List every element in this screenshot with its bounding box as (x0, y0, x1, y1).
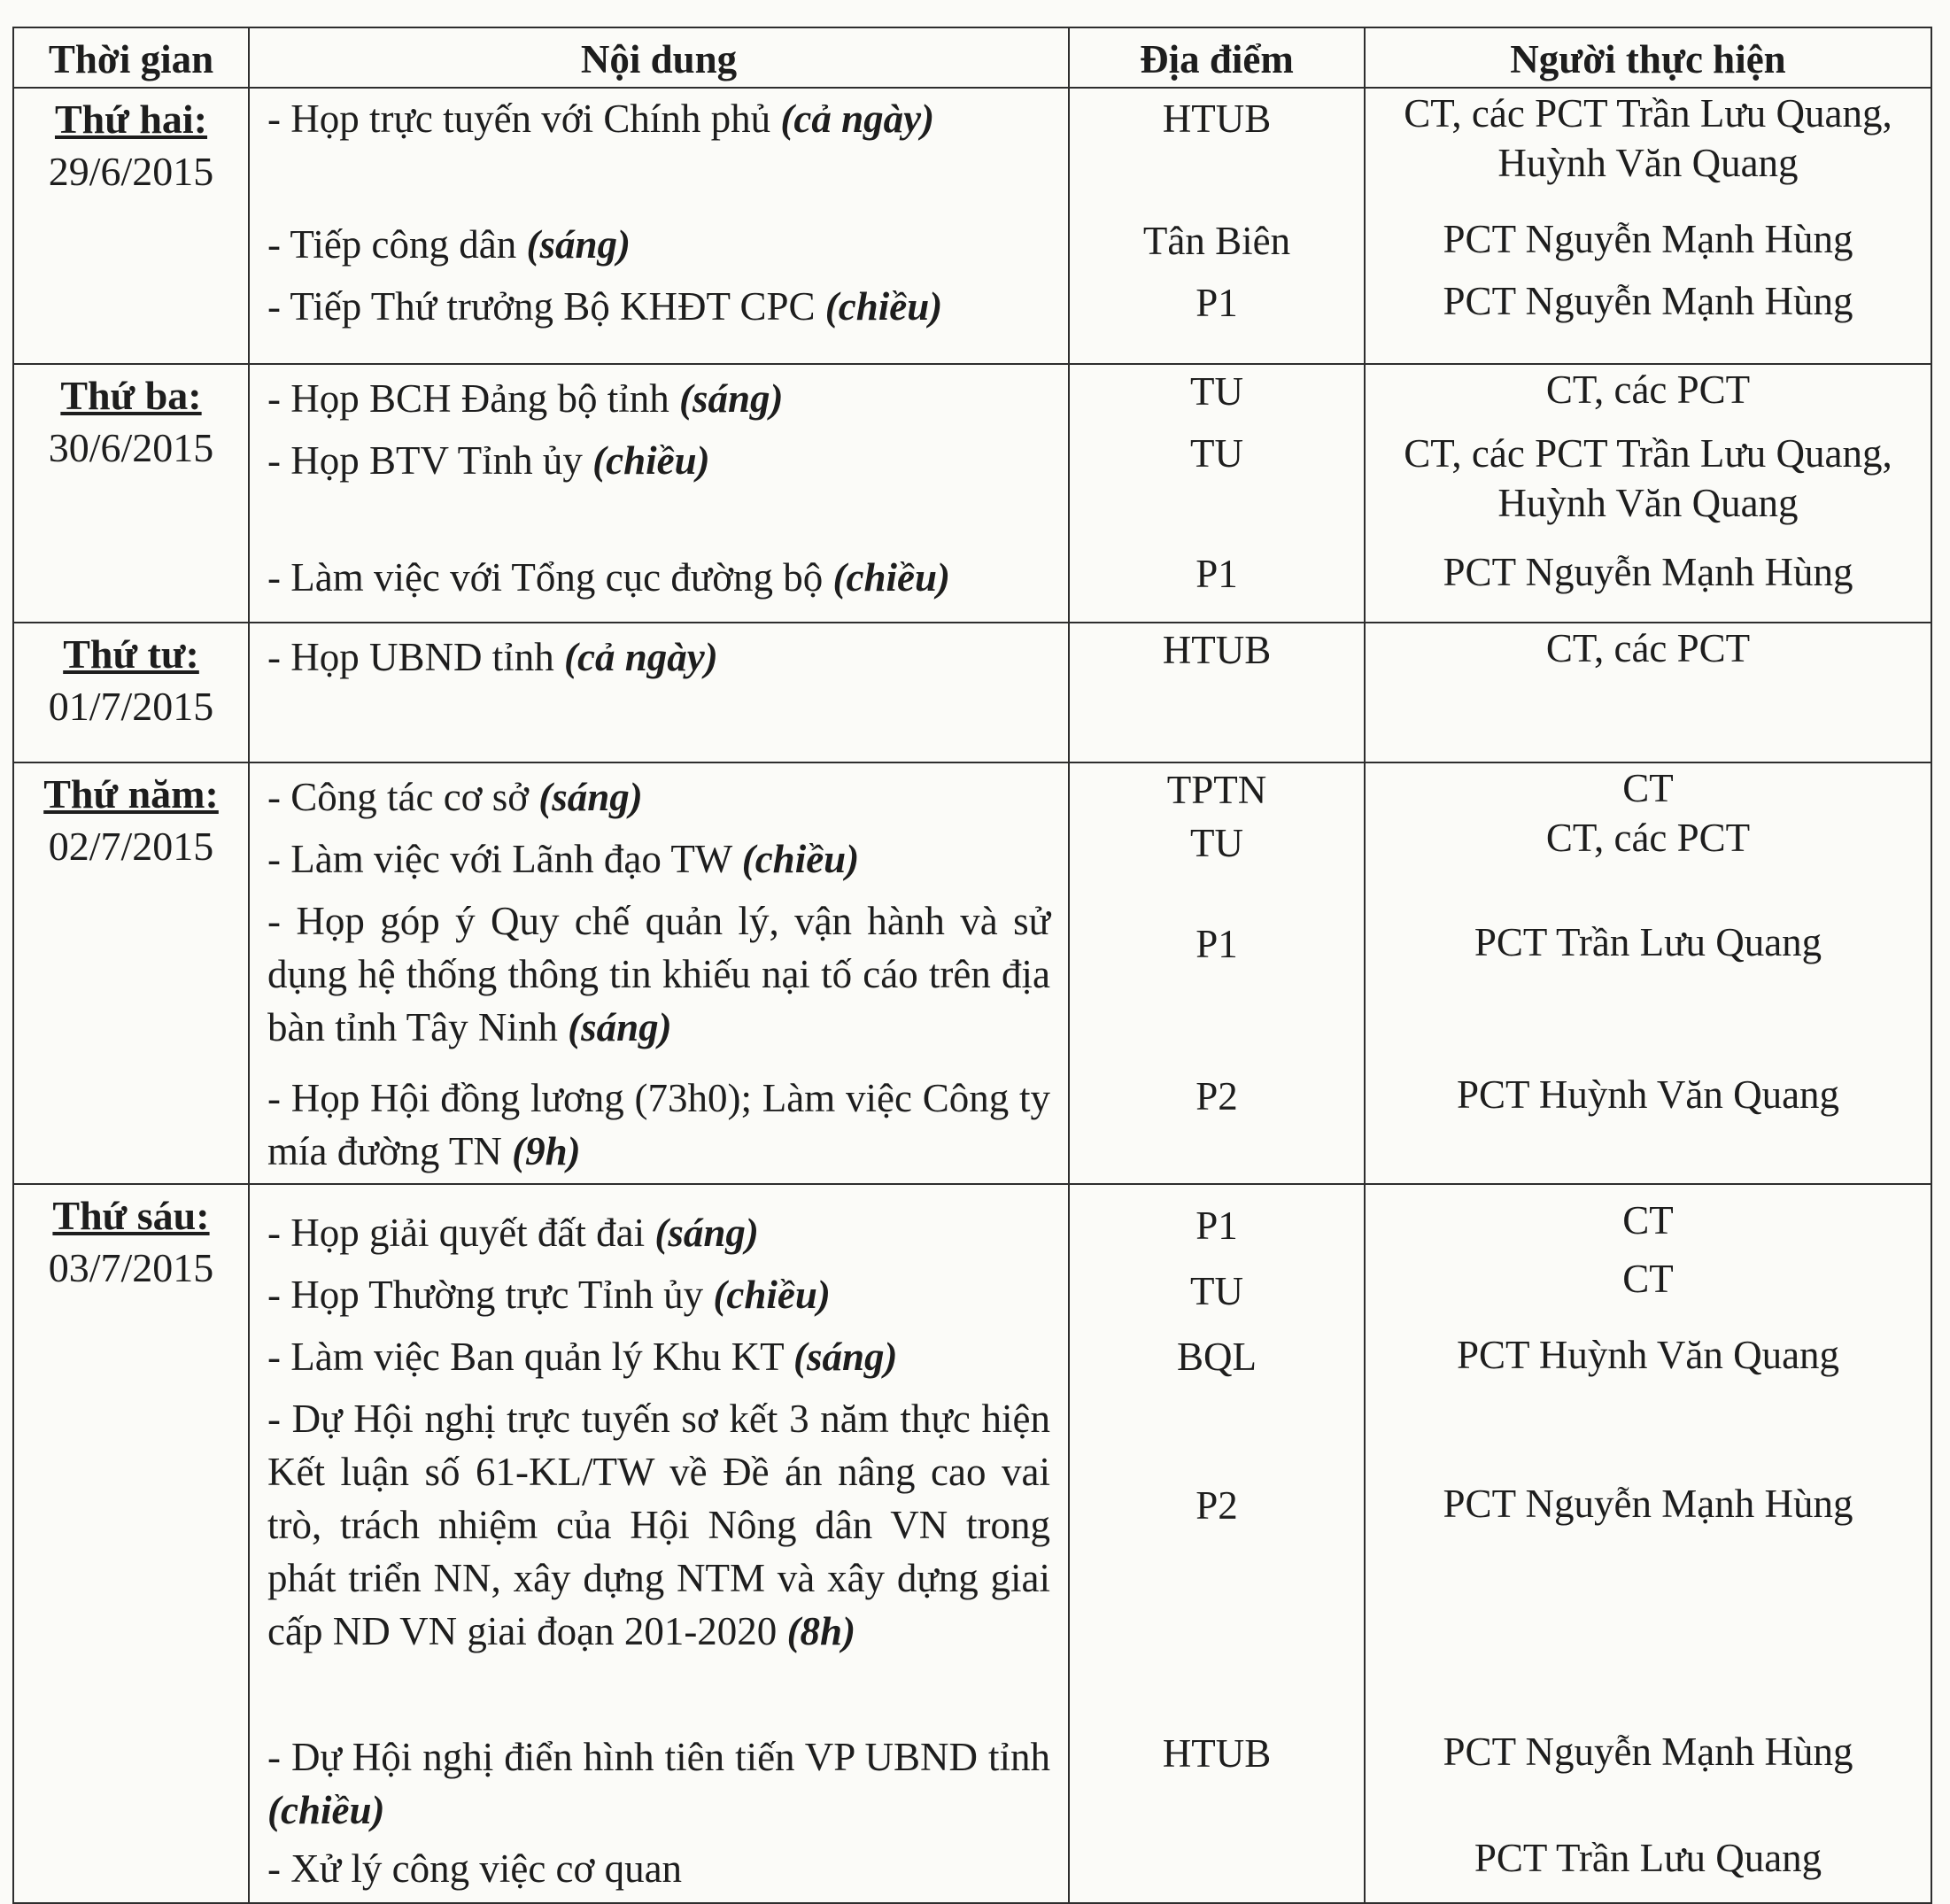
agenda-time-note: (9h) (512, 1129, 581, 1173)
day-row (13, 623, 1931, 762)
agenda-item (267, 280, 1050, 333)
day-date: 01/7/2015 (48, 684, 214, 729)
person-cell (1365, 762, 1931, 1184)
agenda-place: HTUB (1162, 97, 1272, 141)
agenda-item (267, 631, 1050, 684)
agenda-person: PCT Nguyễn Mạnh Hùng (1443, 1730, 1853, 1774)
agenda-person: PCT Nguyễn Mạnh Hùng (1443, 1482, 1853, 1526)
day-date: 02/7/2015 (48, 824, 214, 869)
agenda-person: CT, các PCT Trần Lưu Quang, Huỳnh Văn Quang (1404, 91, 1892, 185)
agenda-person: CT, các PCT (1545, 626, 1751, 670)
day-cell (13, 1184, 249, 1903)
person-cell (1365, 623, 1931, 762)
day-row (13, 88, 1931, 364)
agenda-text: - Làm việc Ban quản lý Khu KT (267, 1335, 794, 1379)
agenda-item (267, 1268, 1050, 1321)
agenda-text: - Tiếp công dân (267, 222, 527, 267)
agenda-item (267, 832, 1050, 886)
agenda-person: PCT Trần Lưu Quang (1474, 1836, 1822, 1880)
agenda-time-note: (sáng) (654, 1211, 759, 1255)
agenda-person: PCT Trần Lưu Quang (1474, 920, 1822, 964)
agenda-place: P1 (1196, 552, 1238, 596)
day-cell (13, 762, 249, 1184)
agenda-place: BQL (1177, 1335, 1257, 1379)
agenda-text: - Họp trực tuyến với Chính phủ (267, 97, 781, 141)
person-cell (1365, 88, 1931, 364)
day-date: 29/6/2015 (48, 149, 214, 194)
agenda-text: - Họp UBND tỉnh (267, 635, 564, 679)
agenda-person: CT, các PCT Trần Lưu Quang, Huỳnh Văn Quang (1404, 431, 1892, 525)
day-cell (13, 364, 249, 623)
agenda-place: HTUB (1162, 1731, 1272, 1776)
person-cell (1365, 1184, 1931, 1903)
day-row (13, 762, 1931, 1184)
agenda-item (267, 1392, 1050, 1658)
agenda-time-note: (chiều) (267, 1788, 385, 1832)
agenda-person: PCT Huỳnh Văn Quang (1456, 1333, 1840, 1377)
agenda-text: - Họp góp ý Quy chế quản lý, vận hành và sử dụng hệ thống thông tin khiếu nại tố cáo trên địa bàn tỉnh Tây Ninh (267, 899, 1050, 1049)
agenda-place: TU (1190, 369, 1243, 414)
day-name: Thứ ba: (60, 373, 202, 418)
agenda-item (267, 372, 1050, 425)
agenda-text: - Họp giải quyết đất đai (267, 1211, 655, 1255)
content-cell (249, 762, 1069, 1184)
agenda-item (267, 770, 1050, 824)
agenda-time-note: (cả ngày) (780, 97, 935, 141)
agenda-person: CT (1622, 1257, 1674, 1301)
agenda-item (267, 894, 1050, 1054)
agenda-time-note: (chiều) (824, 284, 943, 329)
header-person: Người thực hiện (1365, 27, 1931, 88)
agenda-place: TPTN (1166, 768, 1267, 812)
agenda-text: - Họp BTV Tỉnh ủy (267, 438, 593, 483)
agenda-person: CT (1622, 766, 1674, 810)
agenda-item (267, 434, 1050, 487)
agenda-place: TU (1190, 821, 1243, 865)
agenda-text: - Họp BCH Đảng bộ tỉnh (267, 376, 679, 421)
day-name: Thứ sáu: (52, 1193, 210, 1238)
content-cell (249, 1184, 1069, 1903)
agenda-item (267, 1842, 1050, 1895)
agenda-text: - Dự Hội nghị điển hình tiên tiến VP UBND tỉnh (267, 1735, 1050, 1779)
schedule-table (12, 27, 1932, 1904)
person-cell (1365, 364, 1931, 623)
day-name: Thứ tư: (63, 631, 199, 677)
agenda-text: - Họp Thường trực Tỉnh ủy (267, 1273, 714, 1317)
agenda-text: - Dự Hội nghị trực tuyến sơ kết 3 năm thực hiện Kết luận số 61-KL/TW về Đề án nâng cao vai trò, trách nhiệm của Hội Nông dân VN trong phát triển NN, xây dựng NTM và xây dựng giai cấp ND VN giai đoạn 201-2020 (267, 1397, 1050, 1653)
agenda-item (267, 551, 1050, 604)
agenda-person: CT, các PCT (1545, 368, 1751, 412)
agenda-place: Tân Biên (1142, 219, 1291, 263)
agenda-item (267, 218, 1050, 271)
agenda-text: - Tiếp Thứ trưởng Bộ KHĐT CPC (267, 284, 825, 329)
agenda-person: PCT Nguyễn Mạnh Hùng (1443, 550, 1853, 594)
agenda-time-note: (chiều) (713, 1273, 831, 1317)
agenda-item (267, 92, 1050, 145)
agenda-item (267, 1072, 1050, 1178)
agenda-person: CT, các PCT (1545, 816, 1751, 860)
agenda-time-note: (sáng) (568, 1005, 672, 1049)
agenda-person: PCT Nguyễn Mạnh Hùng (1443, 217, 1853, 261)
header-place: Địa điểm (1069, 27, 1365, 88)
agenda-place: P1 (1196, 281, 1238, 325)
agenda-place: P2 (1196, 1074, 1238, 1118)
day-name: Thứ năm: (43, 771, 219, 817)
agenda-place: P1 (1196, 1204, 1238, 1248)
day-row (13, 1184, 1931, 1903)
agenda-time-note: (sáng) (526, 222, 631, 267)
header-row (13, 27, 1931, 88)
agenda-time-note: (chiều) (592, 438, 710, 483)
agenda-time-note: (8h) (786, 1609, 856, 1653)
agenda-person: PCT Huỳnh Văn Quang (1456, 1072, 1840, 1117)
agenda-item (267, 1730, 1050, 1837)
agenda-time-note: (sáng) (538, 775, 643, 819)
place-cell (1069, 1184, 1365, 1903)
agenda-time-note: (sáng) (793, 1335, 898, 1379)
day-row (13, 364, 1931, 623)
content-cell (249, 623, 1069, 762)
agenda-time-note: (chiều) (832, 555, 950, 600)
agenda-time-note: (chiều) (741, 837, 860, 881)
agenda-time-note: (cả ngày) (564, 635, 718, 679)
agenda-text: - Làm việc với Lãnh đạo TW (267, 837, 742, 881)
header-content: Nội dung (249, 27, 1069, 88)
day-date: 03/7/2015 (48, 1245, 214, 1290)
agenda-person: PCT Nguyễn Mạnh Hùng (1443, 279, 1853, 323)
agenda-place: P1 (1196, 922, 1238, 966)
agenda-text: - Họp Hội đồng lương (73h0); Làm việc Công ty mía đường TN (267, 1076, 1050, 1173)
agenda-place: TU (1190, 431, 1243, 476)
agenda-place: TU (1190, 1269, 1243, 1313)
day-name: Thứ hai: (54, 97, 208, 142)
agenda-time-note: (sáng) (679, 376, 784, 421)
agenda-text: - Làm việc với Tổng cục đường bộ (267, 555, 833, 600)
header-time: Thời gian (13, 27, 249, 88)
place-cell (1069, 623, 1365, 762)
agenda-text: - Xử lý công việc cơ quan (267, 1846, 683, 1891)
content-cell (249, 364, 1069, 623)
agenda-item (267, 1206, 1050, 1259)
day-date: 30/6/2015 (48, 425, 214, 470)
agenda-place: P2 (1196, 1483, 1238, 1528)
agenda-person: CT (1622, 1198, 1674, 1242)
agenda-place: HTUB (1162, 628, 1272, 672)
day-cell (13, 623, 249, 762)
content-cell (249, 88, 1069, 364)
place-cell (1069, 88, 1365, 364)
day-cell (13, 88, 249, 364)
place-cell (1069, 762, 1365, 1184)
agenda-text: - Công tác cơ sở (267, 775, 539, 819)
place-cell (1069, 364, 1365, 623)
agenda-item (267, 1330, 1050, 1383)
